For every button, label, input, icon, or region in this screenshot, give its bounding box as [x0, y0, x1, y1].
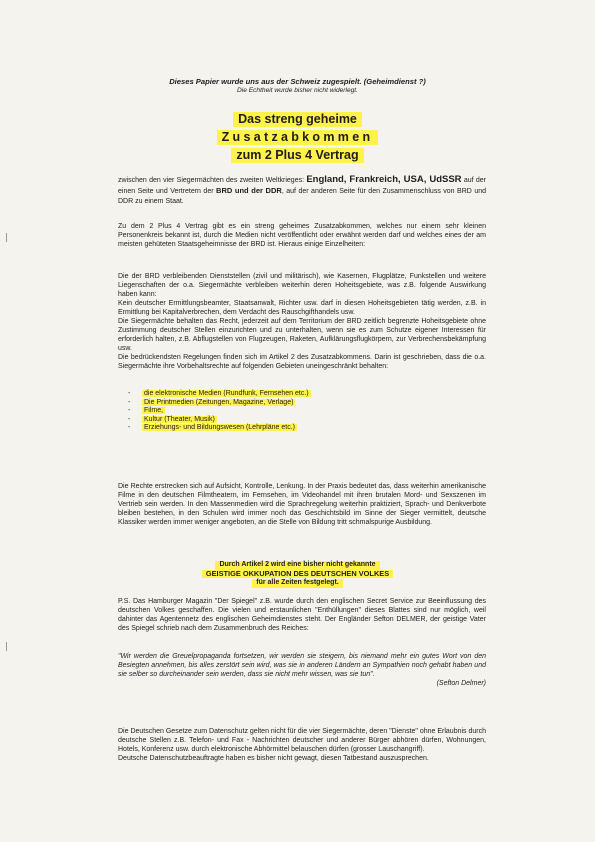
secret-paragraph: Zu dem 2 Plus 4 Vertrag gibt es ein streng geheimes Zusatzabkommen, welches nur einem sehr kleinen Personenkreis bekannt ist, durch die Medien nicht veröffentlicht oder erwähnt werden darf und welches eines der am meisten gehüteten Staatsgeheimnisse der BRD ist. Hieraus einige Einzelheiten:: [118, 223, 486, 248]
list-item: - Die Printmedien (Zeitungen, Magazine, Verlage): [128, 398, 294, 406]
document-title: [0, 110, 595, 164]
media-list: [128, 390, 428, 433]
control-paragraph: Die Rechte erstrecken sich auf Aufsicht, Kontrolle, Lenkung. In der Praxis bedeutet das, dass weiterhin amerikanische Filme in den deutschen Filmtheatern, im Fernsehen, im Videohandel mit ihren brutalen Mord- und Sexszenen im Vertrieb sein werden. In den Massenmedien wird die Sprachregelung weiterhin praktiziert, Sprach- und Denkverbote bleiben bestehen, in den Schulen wird immer noch das Geschichtsbild im Sinne der Sieger vermittelt, deutsche Klassiker werden immer weniger angeboten, an die Stelle von Bildung tritt schmalspurige Ausbildung.: [118, 483, 486, 526]
callout-line-3: für alle Zeiten festgelegt.: [252, 579, 342, 588]
title-line-1: Das streng geheime: [233, 112, 362, 127]
facilities-section: Die der BRD verbleibenden Dienststellen (zivil und militärisch), wie Kasernen, Flugplätze, Funkstellen und weitere Liegenschaften der o.a. Siegermächte verbleiben weiterhin deren Hoheitsgebiete, was z.B. folgende Auswirkung haben kann: Kein deutscher Ermittlungsbeamter, Staatsanwalt, Richter usw. darf in diesen Hoheitsgebieten tätig werden, z.B. in Ermittlung bei Kapitalverbrechen, dem Verdacht des Rauschgifthandels usw. Die Siegermächte behalten das Recht, jederzeit auf dem Territorium der BRD zeitlich begrenzte Hoheitsgebiete ohne Zustimmung deutscher Stellen einzurichten und zu unterhalten, wenn sie es zum Schutze eigener Interessen für erforderlich halten, z.B. Abflugstellen von Flugzeugen, Raketen, Aufklärungsflugkörpern, zur Verbrechensbekämpfung usw. Die bedrückendsten Regelungen finden sich im Artikel 2 des Zusatzabkommens. Darin ist geschrieben, dass die o.a. Siegermächte ihre Vorbehaltsrechte auf folgenden Gebieten uneingeschränkt behalten:: [118, 273, 486, 370]
intro-paragraph: zwischen den vier Siegermächten des zweiten Weltkrieges: England, Frankreich, USA, UdSSR auf der einen Seite und Vertretern der BRD und der DDR, auf der anderen Seite für den Zusammenschluss von BRD und DDR zu einem Staat.: [118, 174, 486, 205]
punch-hole-mark: [6, 233, 11, 242]
quote-author: (Sefton Delmer): [436, 680, 486, 687]
title-line-3: zum 2 Plus 4 Vertrag: [231, 148, 363, 163]
list-item: - die elektronische Medien (Rundfunk, Fernsehen etc.): [128, 390, 309, 397]
occupation-callout: [0, 561, 595, 588]
callout-line-1: Durch Artikel 2 wird eine bisher nicht gekannte: [215, 561, 379, 570]
list-item: - Erziehungs- und Bildungswesen (Lehrpläne etc.): [128, 424, 295, 431]
delmer-quote: "Wir werden die Greuelpropaganda fortsetzen, wir werden sie steigern, bis niemand mehr ein gutes Wort von den Besiegten annehmen, bis alles zerstört sein wird, was sie in anderen Ländern an Sympathien noch gehabt haben und sie selber so durcheinander sein werden, dass sie nicht mehr wissen, was sie tun". (Sefton Delmer): [118, 653, 486, 687]
header-line-2: Die Echtheit wurde bisher nicht widerlegt.: [237, 87, 358, 94]
punch-hole-mark: [6, 642, 11, 651]
list-item: - Filme,: [128, 407, 164, 414]
spiegel-paragraph: P.S. Das Hamburger Magazin "Der Spiegel" z.B. wurde durch den englischen Secret Service zur Beeinflussung des deutschen Volkes geschaffen. Die vielen und erstaunlichen "Enthüllungen" dieses Blattes sind nur möglich, weil dahinter das Agentennetz des englischen Geheimdienstes steht. Der Engländer Sefton DELMER, der geistige Vater des Spiegel schrieb nach dem Zusammenbruch des Reiches:: [118, 598, 486, 632]
header-line-1: Dieses Papier wurde uns aus der Schweiz zugespielt. (Geheimdienst ?): [169, 77, 426, 86]
privacy-paragraph: Die Deutschen Gesetze zum Datenschutz gelten nicht für die vier Siegermächte, deren "Dienste" ohne Erlaubnis durch deutsche Stellen z.B. Telefon- und Fax - Nachrichten deutscher und anderer Bürger abhören dürfen, Wohnungen, Hotels, Konferenz usw. durch elektronische Abhörmittel belauschen dürfen (grosser Lauschangriff). Deutsche Datenschutzbeauftragte haben es bisher nicht gewagt, diesen Tatbestand auszusprechen.: [118, 728, 486, 762]
callout-line-2: GEISTIGE OKKUPATION DES DEUTSCHEN VOLKES: [202, 570, 393, 579]
list-item: - Kultur (Theater, Musik): [128, 415, 215, 423]
title-line-2: Zusatzabkommen: [217, 130, 379, 145]
header-note: [0, 77, 595, 95]
